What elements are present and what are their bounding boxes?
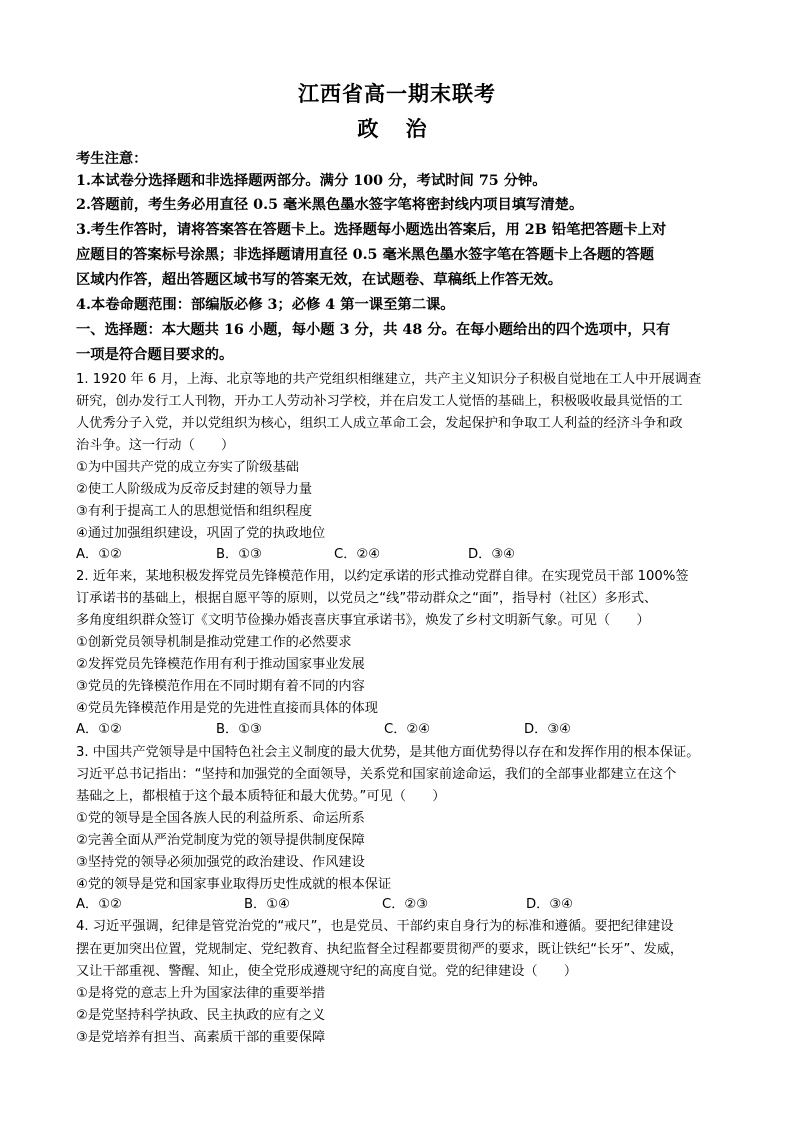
subject-title: 政 治: [357, 116, 437, 141]
q4-statement: ③是党培养有担当、高素质干部的重要保障: [76, 1030, 326, 1045]
notice-line: 3.考生作答时，请将答案答在答题卡上。选择题每小题选出答案后，用 2B 铅笔把答题卡上对: [76, 222, 667, 238]
notice-line: 应题目的答案标号涂黑；非选择题请用直径 0.5 毫米黑色墨水签字笔在答题卡上各题的答题: [76, 247, 655, 263]
q1-option-b: B．①③: [216, 547, 262, 562]
q1-statement: ①为中国共产党的成立夯实了阶级基础: [76, 460, 299, 475]
q4-stem-line: 摆在更加突出位置，党规制定、党纪教育、执纪监督全过程都要贯彻严的要求，既让铁纪“长牙”、发威，: [76, 942, 684, 957]
q3-stem-line: 基础之上，都根植于这个最本质特征和最大优势。”可见（ ）: [76, 789, 446, 804]
q1-option-c: C．②④: [334, 547, 381, 562]
q1-statement: ③有利于提高工人的思想觉悟和组织程度: [76, 504, 313, 519]
notice-line: 4.本卷命题范围：部编版必修 3；必修 4 第一课至第二课。: [76, 297, 455, 313]
q2-statement: ②发挥党员先锋模范作用有利于推动国家事业发展: [76, 657, 365, 672]
q2-statement: ③党员的先锋模范作用在不同时期有着不同的内容: [76, 679, 365, 694]
q4-stem-line: 又让干部重视、警醒、知止，使全党形成遵规守纪的高度自觉。党的纪律建设（ ）: [76, 964, 578, 979]
q2-stem-line: 2. 近年来，某地积极发挥党员先锋模范作用，以约定承诺的形式推动党群自律。在实现党员干部 100%签: [76, 569, 689, 584]
q4-statement: ①是将党的意志上升为国家法律的重要举措: [76, 986, 326, 1001]
section-heading-line: 一、选择题：本大题共 16 小题，每小题 3 分，共 48 分。在每小题给出的四个选项中，只有: [76, 322, 671, 338]
q1-stem-line: 人优秀分子入党，并以党组织为核心，组织工人成立革命工会，发起保护和争取工人利益的经济斗争和政: [76, 416, 683, 431]
q3-statement: ①党的领导是全国各族人民的利益所系、命运所系: [76, 811, 365, 826]
notice-line: 区域内作答，超出答题区域书写的答案无效，在试题卷、草稿纸上作答无效。: [76, 272, 563, 288]
q3-statement: ④党的领导是党和国家事业取得历史性成就的根本保证: [76, 877, 392, 892]
notice-heading: 考生注意：: [76, 151, 148, 167]
notice-line: 2.答题前，考生务必用直径 0.5 毫米黑色墨水签字笔将密封线内项目填写清楚。: [76, 197, 584, 213]
q1-option-d: D．③④: [468, 547, 515, 562]
q2-option-d: D．③④: [524, 722, 571, 737]
q1-statement: ④通过加强组织建设，巩固了党的执政地位: [76, 526, 326, 541]
q3-option-c: C．②③: [382, 897, 429, 912]
q2-stem-line: 订承诺书的基础上，根据自愿平等的原则，以党员之“线”带动群众之“面”，指导村（社区）多形式、: [76, 591, 658, 606]
q1-stem-line: 1. 1920 年 6 月，上海、北京等地的共产党组织相继建立，共产主义知识分子积极自觉地在工人中开展调查: [76, 372, 702, 387]
q2-option-a: A．①②: [76, 722, 122, 737]
q3-option-d: D．③④: [526, 897, 573, 912]
q1-stem-line: 研究，创办发行工人刊物，开办工人劳动补习学校，并在启发工人觉悟的基础上，积极吸收最具觉悟的工: [76, 394, 683, 409]
notice-line: 1.本试卷分选择题和非选择题两部分。满分 100 分，考试时间 75 分钟。: [76, 173, 547, 189]
q1-statement: ②使工人阶级成为反帝反封建的领导力量: [76, 482, 313, 497]
q2-option-c: C．②④: [384, 722, 431, 737]
exam-title: 江西省高一期末联考: [298, 81, 496, 106]
q4-stem-line: 4. 习近平强调，纪律是管党治党的“戒尺”，也是党员、干部约束自身行为的标准和遵循。要把纪律建设: [76, 919, 674, 934]
q3-statement: ②完善全面从严治党制度为党的领导提供制度保障: [76, 833, 365, 848]
q3-statement: ③坚持党的领导必须加强党的政治建设、作风建设: [76, 855, 365, 870]
q4-statement: ②是党坚持科学执政、民主执政的应有之义: [76, 1008, 326, 1023]
q1-option-a: A．①②: [76, 547, 122, 562]
q2-stem-line: 多角度组织群众签订《文明节俭操办婚丧喜庆事宜承诺书》，焕发了乡村文明新气象。可见（ ）: [76, 613, 650, 628]
q1-stem-line: 治斗争。这一行动（ ）: [76, 438, 235, 453]
q3-stem-line: 习近平总书记指出：“坚持和加强党的全面领导，关系党和国家前途命运，我们的全部事业都建立在这个: [76, 767, 677, 782]
q2-statement: ④党员先锋模范作用是党的先进性直接而具体的体现: [76, 701, 378, 716]
section-heading-line: 一项是符合题目要求的。: [76, 347, 234, 363]
q2-option-b: B．①③: [216, 722, 262, 737]
q3-option-a: A．①②: [76, 897, 122, 912]
q2-statement: ①创新党员领导机制是推动党建工作的必然要求: [76, 635, 352, 650]
q3-stem-line: 3. 中国共产党领导是中国特色社会主义制度的最大优势，是其他方面优势得以存在和发挥作用的根本保证。: [76, 745, 700, 760]
q3-option-b: B．①④: [244, 897, 290, 912]
